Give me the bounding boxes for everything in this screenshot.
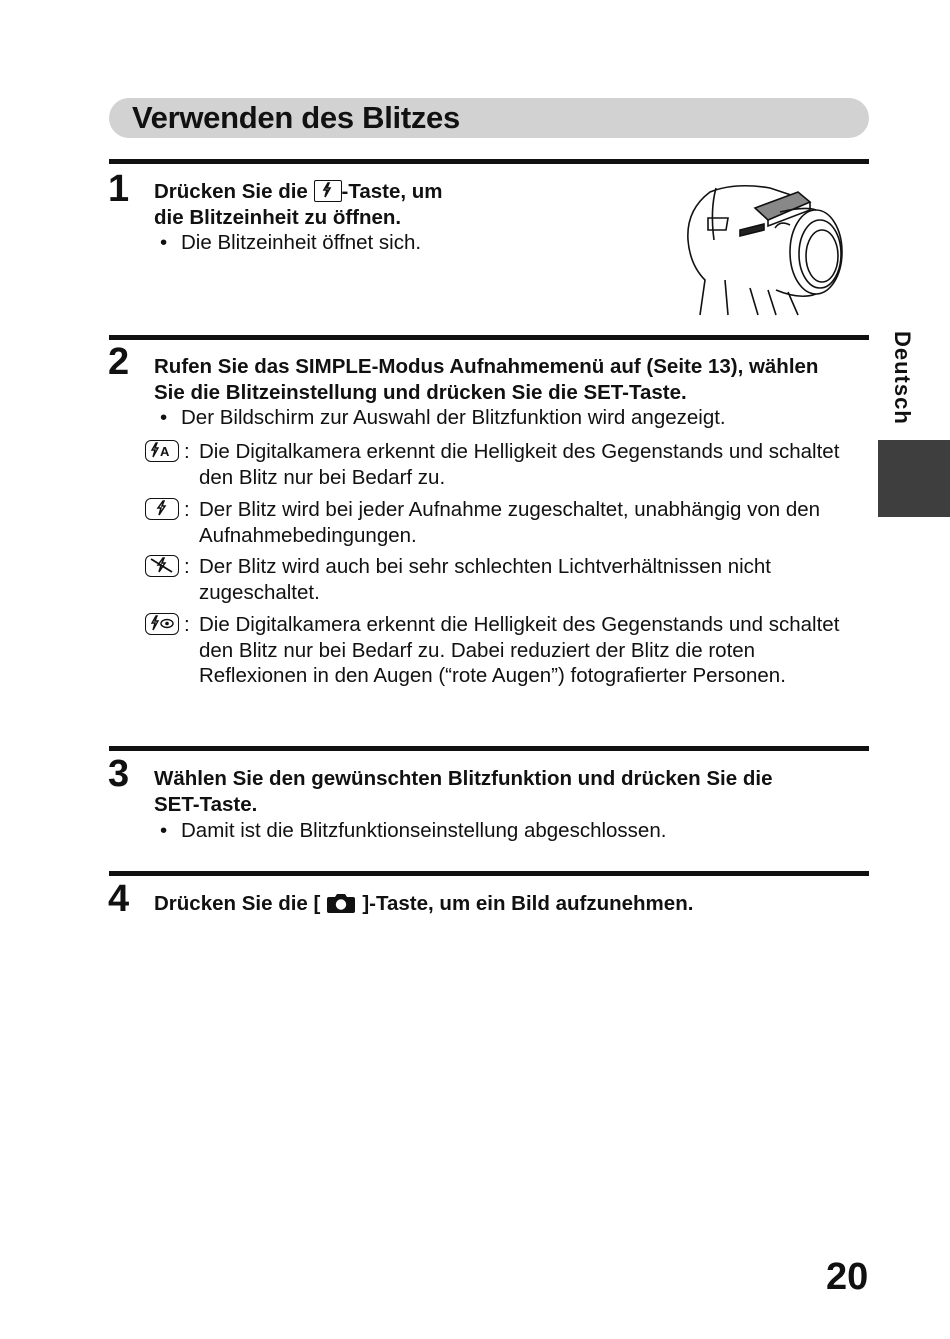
step-3-heading-line-1: Wählen Sie den gewünschten Blitzfunktion und drücken Sie die [154,767,773,790]
flash-option-on-text: Der Blitz wird bei jeder Aufnahme zugeschaltet, unabhängig von den Aufnahmebedingungen. [199,498,821,547]
flash-on-icon [145,498,179,520]
page-number: 20 [826,1256,869,1298]
step-3-heading [154,766,772,817]
option-colon: : [184,440,190,463]
step-4-heading-part-b: ]-Taste, um ein Bild aufzunehmen. [362,892,694,915]
step-4-heading-part-a: Drücken Sie die [ [154,892,321,915]
flash-option-red-eye-text: Die Digitalkamera erkennt die Helligkeit des Gegenstands und schaltet den Blitz nur bei Bedarf zu. Dabei reduziert der Blitz die roten Reflexionen in den Augen (“rote Augen”) fotografierter Personen. [199,613,840,687]
step-2-heading-line-1: Rufen Sie das SIMPLE-Modus Aufnahmemenü auf (Seite 13), wählen [154,355,819,378]
flash-auto-icon [145,440,179,462]
step-1-bullet [160,230,421,256]
page-title: Verwenden des Blitzes [132,100,460,135]
step-divider [109,871,869,876]
flash-option-auto-text: Die Digitalkamera erkennt die Helligkeit des Gegenstands und schaltet den Blitz nur bei Bedarf zu. [199,440,840,489]
camera-shutter-icon [326,892,356,914]
camera-flash-illustration [680,170,850,320]
step-divider [109,159,869,164]
step-2-bullet [160,405,726,431]
language-side-label: Deutsch [890,331,915,425]
flash-red-eye-icon [145,613,179,635]
bullet-dot: • [160,231,168,254]
step-1-heading [154,179,443,230]
option-colon: : [184,555,190,578]
step-1-bullet-text: Die Blitzeinheit öffnet sich. [181,231,422,254]
step-2-heading [154,354,818,405]
step-number: 3 [108,753,130,795]
step-number: 4 [108,878,130,920]
step-1-heading-part-b: -Taste, um [341,180,443,203]
option-colon: : [184,498,190,521]
step-3-bullet [160,818,666,844]
step-1-heading-part-c: die Blitzeinheit zu öffnen. [154,205,402,229]
step-2-heading-line-2: Sie die Blitzeinstellung und drücken Sie die SET-Taste. [154,380,687,404]
title-bar [109,98,869,138]
step-3-heading-line-2: SET-Taste. [154,792,258,816]
step-number: 2 [108,341,130,383]
step-1-heading-part-a: Drücken Sie die [154,180,314,203]
option-colon: : [184,613,190,636]
flash-off-icon [145,555,179,577]
step-3-bullet-text: Damit ist die Blitzfunktionseinstellung abgeschlossen. [181,819,667,842]
step-4-heading [154,891,693,917]
step-2-bullet-text: Der Bildschirm zur Auswahl der Blitzfunktion wird angezeigt. [181,406,726,429]
flash-button-icon [314,180,342,202]
language-side-tab [878,440,950,517]
svg-text:A: A [160,444,170,459]
step-divider [109,746,869,751]
step-divider [109,335,869,340]
bullet-dot: • [160,819,168,842]
bullet-dot: • [160,406,168,429]
flash-option-off-text: Der Blitz wird auch bei sehr schlechten Lichtverhältnissen nicht zugeschaltet. [199,555,771,604]
step-number: 1 [108,168,130,210]
